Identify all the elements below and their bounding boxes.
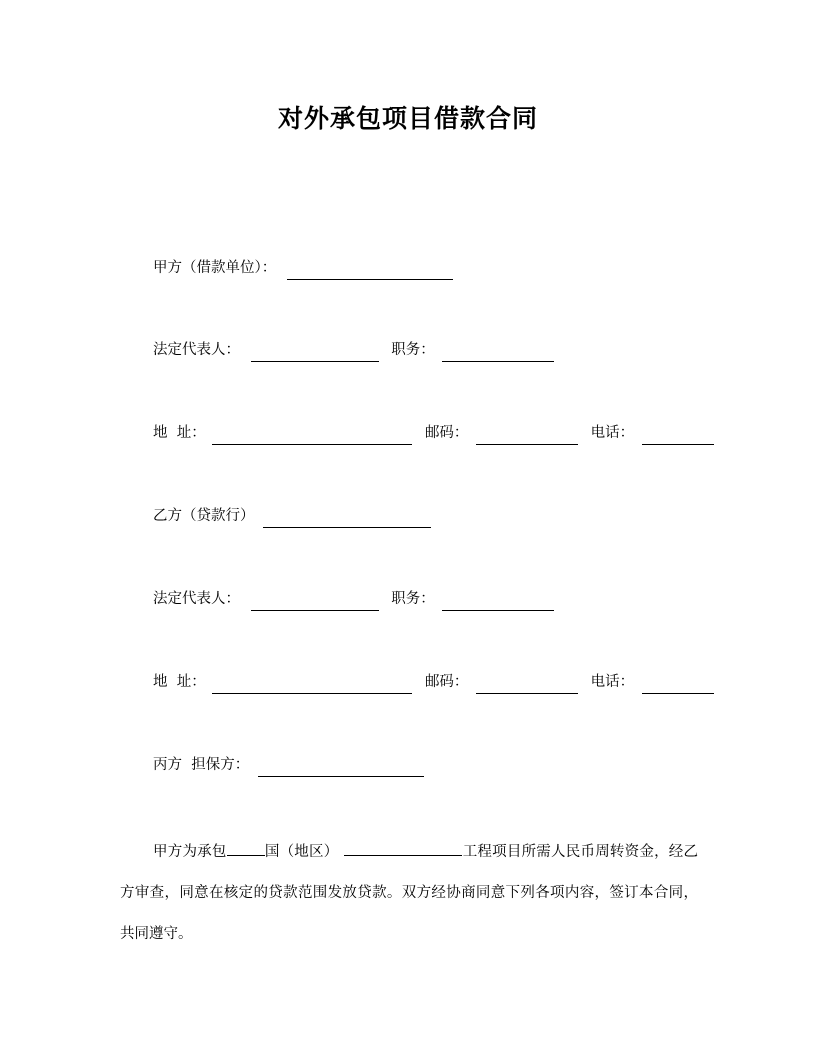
party-a-rep-blank[interactable]: [251, 343, 379, 362]
party-a-position-label: 职务：: [391, 342, 435, 358]
party-c-row: [153, 753, 424, 777]
party-a-position-blank[interactable]: [442, 343, 554, 362]
party-a-address-blank[interactable]: [212, 426, 412, 445]
party-a-postcode-blank[interactable]: [476, 426, 578, 445]
party-a-phone-blank[interactable]: [642, 426, 714, 445]
party-a-address-row: [153, 421, 714, 445]
party-b-phone-label: 电话：: [590, 674, 635, 690]
party-b-position-label: 职务：: [391, 591, 435, 607]
party-b-address-row: [153, 670, 714, 694]
party-a-phone-label: 电话：: [590, 425, 635, 441]
party-a-rep-row: [153, 338, 554, 362]
party-c-blank[interactable]: [258, 758, 424, 777]
party-a-name-blank[interactable]: [287, 261, 453, 280]
preamble-part3: 工程项目所需人民币周转资金，经乙方审查，同意在核定的贷款范围发放贷款。双方经协商同意下列各项内容，签订本合同，共同遵守。: [120, 844, 699, 942]
party-c-label: 丙方 担保方：: [153, 757, 250, 773]
party-b-rep-row: [153, 587, 554, 611]
preamble-paragraph: [120, 832, 698, 955]
party-a-address-label: 地 址：: [153, 425, 206, 441]
preamble-part1: 甲方为承包: [153, 844, 227, 860]
preamble-part2: 国（地区）: [264, 844, 339, 860]
party-a-name-row: [153, 256, 453, 280]
party-b-position-blank[interactable]: [442, 592, 554, 611]
project-blank[interactable]: [344, 839, 462, 856]
party-b-address-blank[interactable]: [212, 675, 412, 694]
party-a-postcode-label: 邮码：: [424, 425, 469, 441]
party-b-postcode-label: 邮码：: [424, 674, 469, 690]
party-b-rep-blank[interactable]: [251, 592, 379, 611]
party-b-postcode-blank[interactable]: [476, 675, 578, 694]
party-b-address-label: 地 址：: [153, 674, 206, 690]
document-title: 对外承包项目借款合同: [277, 104, 538, 133]
country-blank[interactable]: [227, 839, 265, 856]
party-b-name-blank[interactable]: [263, 509, 431, 528]
party-b-rep-label: 法定代表人：: [153, 591, 240, 607]
party-a-label: 甲方（借款单位）：: [153, 260, 277, 276]
party-b-name-row: [153, 504, 431, 528]
party-a-rep-label: 法定代表人：: [153, 342, 240, 358]
party-b-phone-blank[interactable]: [642, 675, 714, 694]
party-b-label: 乙方（贷款行）: [153, 508, 255, 524]
